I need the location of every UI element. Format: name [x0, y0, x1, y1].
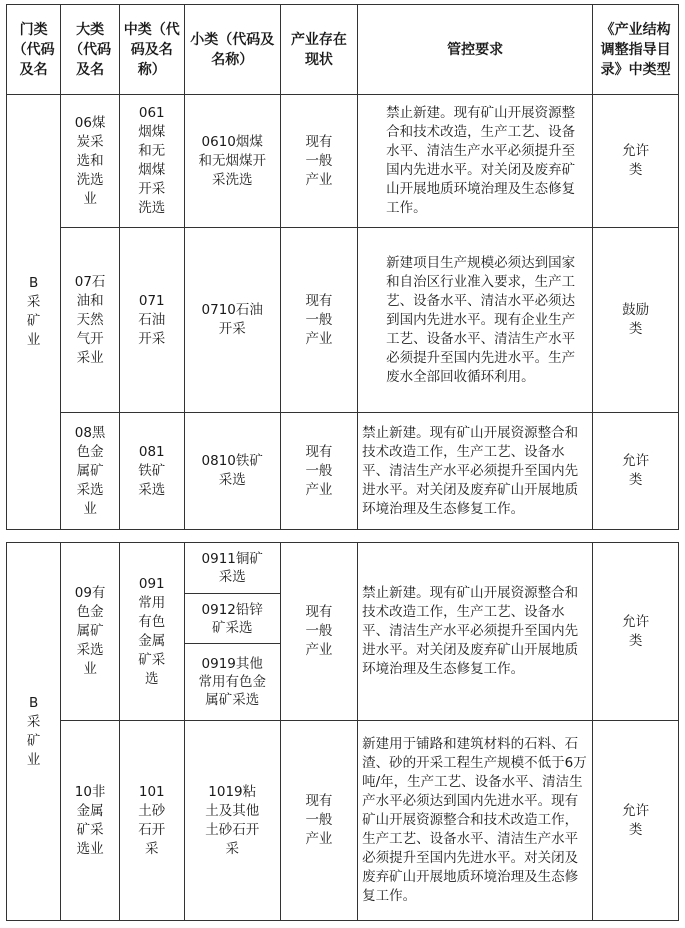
requirements-cell: 新建项目生产规模必须达到国家和自治区行业准入要求，生产工艺、设备水平、清洁水平必须达到国内先进水平。现有企业生产工艺、设备水平、清洁生产水平必须提升至国内先进水平。生产废水全部回收循环利用。: [358, 228, 593, 413]
header-minor: 小类（代码及名称）: [184, 5, 280, 95]
minor-subitem: 0919其他常用有色金属矿采选: [198, 655, 266, 708]
header-major: 大类（代码及名: [61, 5, 120, 95]
medium-cell: 081铁矿采选: [119, 413, 184, 530]
type-cell: 允许类: [593, 721, 679, 921]
medium-cell: 101土砂石开采: [119, 721, 184, 921]
major-cell: 10非金属矿采选业: [61, 721, 120, 921]
status-cell: 现有一般产业: [280, 95, 357, 228]
requirements-cell: 新建用于铺路和建筑材料的石料、石渣、砂的开采工程生产规模不低于6万吨/年，生产工艺、设备水平、清洁生产水平必须达到国内先进水平。现有矿山开展资源整合和技术改造工作，生产工艺、设备水平、清洁生产水平必须提升至国内先进水平。对关闭及废弃矿山开展地质环境治理及生态修复工作。: [358, 721, 593, 921]
major-cell: 07石油和天然气开采业: [61, 228, 120, 413]
regulation-table-1: [6, 4, 679, 530]
header-category: 门类（代码及名: [7, 5, 61, 95]
minor-cell: 1019粘土及其他土砂石开采: [184, 721, 280, 921]
category-cell: B采矿业: [7, 95, 61, 530]
status-cell: 现有一般产业: [280, 721, 357, 921]
status-cell: 现有一般产业: [280, 228, 357, 413]
category-cell: B采矿业: [7, 543, 61, 921]
minor-cell: 0810铁矿采选: [184, 413, 280, 530]
header-catalog-type: 《产业结构调整指导目录》中类型: [593, 5, 679, 95]
regulation-table-2: [6, 542, 679, 921]
medium-cell: 091常用有色金属矿采选: [119, 543, 184, 721]
requirements-cell: 禁止新建。现有矿山开展资源整合和技术改造工作，生产工艺、设备水平、清洁生产水平必须提升至国内先进水平。对关闭及废弃矿山开展地质环境治理及生态修复工作。: [358, 543, 593, 721]
minor-cell: 0710石油开采: [184, 228, 280, 413]
major-cell: 06煤炭采选和洗选业: [61, 95, 120, 228]
minor-subitem: 0912铅锌矿采选: [185, 594, 280, 644]
minor-cell: 0610烟煤和无烟煤开采洗选: [184, 95, 280, 228]
major-cell: 08黑色金属矿采选业: [61, 413, 120, 530]
header-medium: 中类（代码及名称）: [119, 5, 184, 95]
minor-group-cell: [184, 543, 280, 721]
medium-cell: 061烟煤和无烟煤开采洗选: [119, 95, 184, 228]
status-cell: 现有一般产业: [280, 543, 357, 721]
minor-subitem: 0911铜矿采选: [185, 544, 280, 594]
medium-cell: 071石油开采: [119, 228, 184, 413]
requirements-cell: 禁止新建。现有矿山开展资源整合和技术改造工作，生产工艺、设备水平、清洁生产水平必须提升至国内先进水平。对关闭及废弃矿山开展地质环境治理及生态修复工作。: [358, 413, 593, 530]
header-requirements: 管控要求: [358, 5, 593, 95]
header-status: 产业存在现状: [280, 5, 357, 95]
major-cell: 09有色金属矿采选业: [61, 543, 120, 721]
requirements-cell: 禁止新建。现有矿山开展资源整合和技术改造，生产工艺、设备水平、清洁生产水平必须提升至国内先进水平。对关闭及废弃矿山开展地质环境治理及生态修复工作。: [358, 95, 593, 228]
type-cell: 允许类: [593, 413, 679, 530]
status-cell: 现有一般产业: [280, 413, 357, 530]
type-cell: 鼓励类: [593, 228, 679, 413]
type-cell: 允许类: [593, 95, 679, 228]
type-cell: 允许类: [593, 543, 679, 721]
minor-sublist: [185, 544, 280, 720]
